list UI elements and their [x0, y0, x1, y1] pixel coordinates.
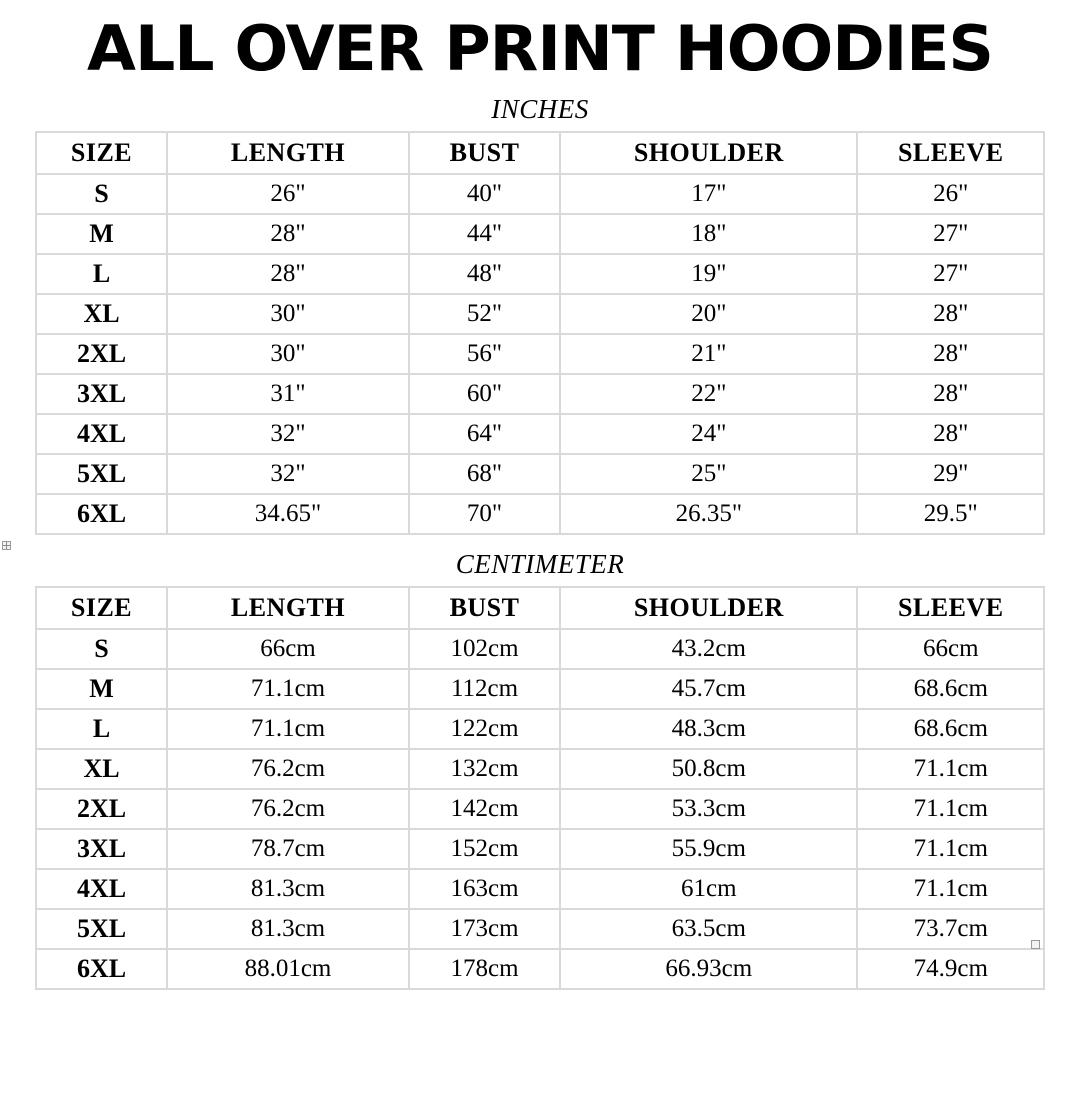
- column-header-bust: BUST: [409, 587, 560, 629]
- cell-shoulder: 20": [560, 294, 857, 334]
- cell-size: 3XL: [36, 374, 167, 414]
- cell-shoulder: 61cm: [560, 869, 857, 909]
- cell-sleeve: 66cm: [857, 629, 1044, 669]
- cell-sleeve: 29": [857, 454, 1044, 494]
- cell-sleeve: 28": [857, 414, 1044, 454]
- table-header-row: [36, 587, 1044, 629]
- cell-size: L: [36, 254, 167, 294]
- selection-handle-left[interactable]: [2, 541, 11, 550]
- cell-length: 31": [167, 374, 409, 414]
- cell-size: M: [36, 669, 167, 709]
- table-row: [36, 749, 1044, 789]
- table-row: [36, 334, 1044, 374]
- cell-bust: 68": [409, 454, 560, 494]
- cell-bust: 112cm: [409, 669, 560, 709]
- cell-shoulder: 22": [560, 374, 857, 414]
- cell-bust: 122cm: [409, 709, 560, 749]
- cell-length: 32": [167, 414, 409, 454]
- cell-bust: 60": [409, 374, 560, 414]
- cell-sleeve: 28": [857, 334, 1044, 374]
- page-title: ALL OVER PRINT HOODIES: [87, 12, 993, 85]
- column-header-sleeve: SLEEVE: [857, 132, 1044, 174]
- cell-shoulder: 24": [560, 414, 857, 454]
- cell-bust: 163cm: [409, 869, 560, 909]
- cell-bust: 173cm: [409, 909, 560, 949]
- bottom-spacer: [0, 990, 1080, 1110]
- cell-size: S: [36, 629, 167, 669]
- table-row: [36, 949, 1044, 989]
- cell-shoulder: 25": [560, 454, 857, 494]
- cell-shoulder: 19": [560, 254, 857, 294]
- cell-shoulder: 53.3cm: [560, 789, 857, 829]
- cell-length: 81.3cm: [167, 869, 409, 909]
- cell-bust: 44": [409, 214, 560, 254]
- cell-shoulder: 43.2cm: [560, 629, 857, 669]
- inches-table-wrap: [35, 131, 1045, 535]
- cell-shoulder: 21": [560, 334, 857, 374]
- table-row: [36, 454, 1044, 494]
- cell-size: 2XL: [36, 334, 167, 374]
- inches-size-table: [35, 131, 1045, 535]
- cell-sleeve: 68.6cm: [857, 709, 1044, 749]
- cell-length: 28": [167, 214, 409, 254]
- cell-size: 4XL: [36, 414, 167, 454]
- table-row: [36, 909, 1044, 949]
- cell-size: 4XL: [36, 869, 167, 909]
- column-header-bust: BUST: [409, 132, 560, 174]
- cell-size: 6XL: [36, 494, 167, 534]
- table-header-row: [36, 132, 1044, 174]
- table-row: [36, 629, 1044, 669]
- cell-length: 76.2cm: [167, 789, 409, 829]
- cell-sleeve: 68.6cm: [857, 669, 1044, 709]
- table-row: [36, 669, 1044, 709]
- column-header-size: SIZE: [36, 132, 167, 174]
- cell-length: 81.3cm: [167, 909, 409, 949]
- inches-table-head: [36, 132, 1044, 174]
- table-row: [36, 414, 1044, 454]
- cell-sleeve: 29.5": [857, 494, 1044, 534]
- cell-shoulder: 66.93cm: [560, 949, 857, 989]
- centimeter-table-head: [36, 587, 1044, 629]
- centimeter-size-table: [35, 586, 1045, 990]
- centimeter-section-label: CENTIMETER: [455, 549, 625, 579]
- cell-length: 34.65": [167, 494, 409, 534]
- table-row: [36, 374, 1044, 414]
- column-header-length: LENGTH: [167, 132, 409, 174]
- column-header-size: SIZE: [36, 587, 167, 629]
- centimeter-table-wrap: [35, 586, 1045, 990]
- table-row: [36, 869, 1044, 909]
- cell-size: 2XL: [36, 789, 167, 829]
- table-row: [36, 829, 1044, 869]
- cell-bust: 56": [409, 334, 560, 374]
- cell-size: 3XL: [36, 829, 167, 869]
- table-row: [36, 254, 1044, 294]
- cell-shoulder: 48.3cm: [560, 709, 857, 749]
- cell-size: XL: [36, 749, 167, 789]
- cell-shoulder: 26.35": [560, 494, 857, 534]
- centimeter-table-body: [36, 629, 1044, 989]
- cell-length: 71.1cm: [167, 669, 409, 709]
- cell-shoulder: 50.8cm: [560, 749, 857, 789]
- table-row: [36, 709, 1044, 749]
- cell-length: 30": [167, 294, 409, 334]
- inches-section-label: INCHES: [491, 94, 589, 124]
- column-header-shoulder: SHOULDER: [560, 132, 857, 174]
- cell-shoulder: 18": [560, 214, 857, 254]
- cell-bust: 52": [409, 294, 560, 334]
- cell-length: 30": [167, 334, 409, 374]
- table-row: [36, 294, 1044, 334]
- cell-length: 66cm: [167, 629, 409, 669]
- cell-length: 32": [167, 454, 409, 494]
- cell-sleeve: 73.7cm: [857, 909, 1044, 949]
- cell-length: 71.1cm: [167, 709, 409, 749]
- table-row: [36, 214, 1044, 254]
- cell-length: 88.01cm: [167, 949, 409, 989]
- cell-bust: 40": [409, 174, 560, 214]
- cell-length: 26": [167, 174, 409, 214]
- cell-bust: 142cm: [409, 789, 560, 829]
- cell-length: 28": [167, 254, 409, 294]
- cell-sleeve: 27": [857, 254, 1044, 294]
- cell-sleeve: 28": [857, 374, 1044, 414]
- column-header-length: LENGTH: [167, 587, 409, 629]
- cell-size: M: [36, 214, 167, 254]
- cell-bust: 132cm: [409, 749, 560, 789]
- cell-size: 5XL: [36, 909, 167, 949]
- cell-shoulder: 55.9cm: [560, 829, 857, 869]
- cell-bust: 48": [409, 254, 560, 294]
- cell-sleeve: 74.9cm: [857, 949, 1044, 989]
- table-row: [36, 174, 1044, 214]
- cell-bust: 102cm: [409, 629, 560, 669]
- cell-bust: 152cm: [409, 829, 560, 869]
- cell-size: L: [36, 709, 167, 749]
- cell-shoulder: 63.5cm: [560, 909, 857, 949]
- cell-size: 5XL: [36, 454, 167, 494]
- table-row: [36, 494, 1044, 534]
- cell-bust: 70": [409, 494, 560, 534]
- column-header-sleeve: SLEEVE: [857, 587, 1044, 629]
- cell-size: 6XL: [36, 949, 167, 989]
- column-header-shoulder: SHOULDER: [560, 587, 857, 629]
- cell-sleeve: 71.1cm: [857, 789, 1044, 829]
- cell-sleeve: 71.1cm: [857, 829, 1044, 869]
- cell-shoulder: 17": [560, 174, 857, 214]
- cell-size: XL: [36, 294, 167, 334]
- inches-table-body: [36, 174, 1044, 534]
- cell-shoulder: 45.7cm: [560, 669, 857, 709]
- cell-sleeve: 26": [857, 174, 1044, 214]
- selection-handle-right[interactable]: [1031, 940, 1040, 949]
- cell-bust: 178cm: [409, 949, 560, 989]
- cell-sleeve: 28": [857, 294, 1044, 334]
- cell-sleeve: 27": [857, 214, 1044, 254]
- cell-sleeve: 71.1cm: [857, 749, 1044, 789]
- cell-size: S: [36, 174, 167, 214]
- cell-length: 76.2cm: [167, 749, 409, 789]
- table-row: [36, 789, 1044, 829]
- cell-sleeve: 71.1cm: [857, 869, 1044, 909]
- cell-bust: 64": [409, 414, 560, 454]
- cell-length: 78.7cm: [167, 829, 409, 869]
